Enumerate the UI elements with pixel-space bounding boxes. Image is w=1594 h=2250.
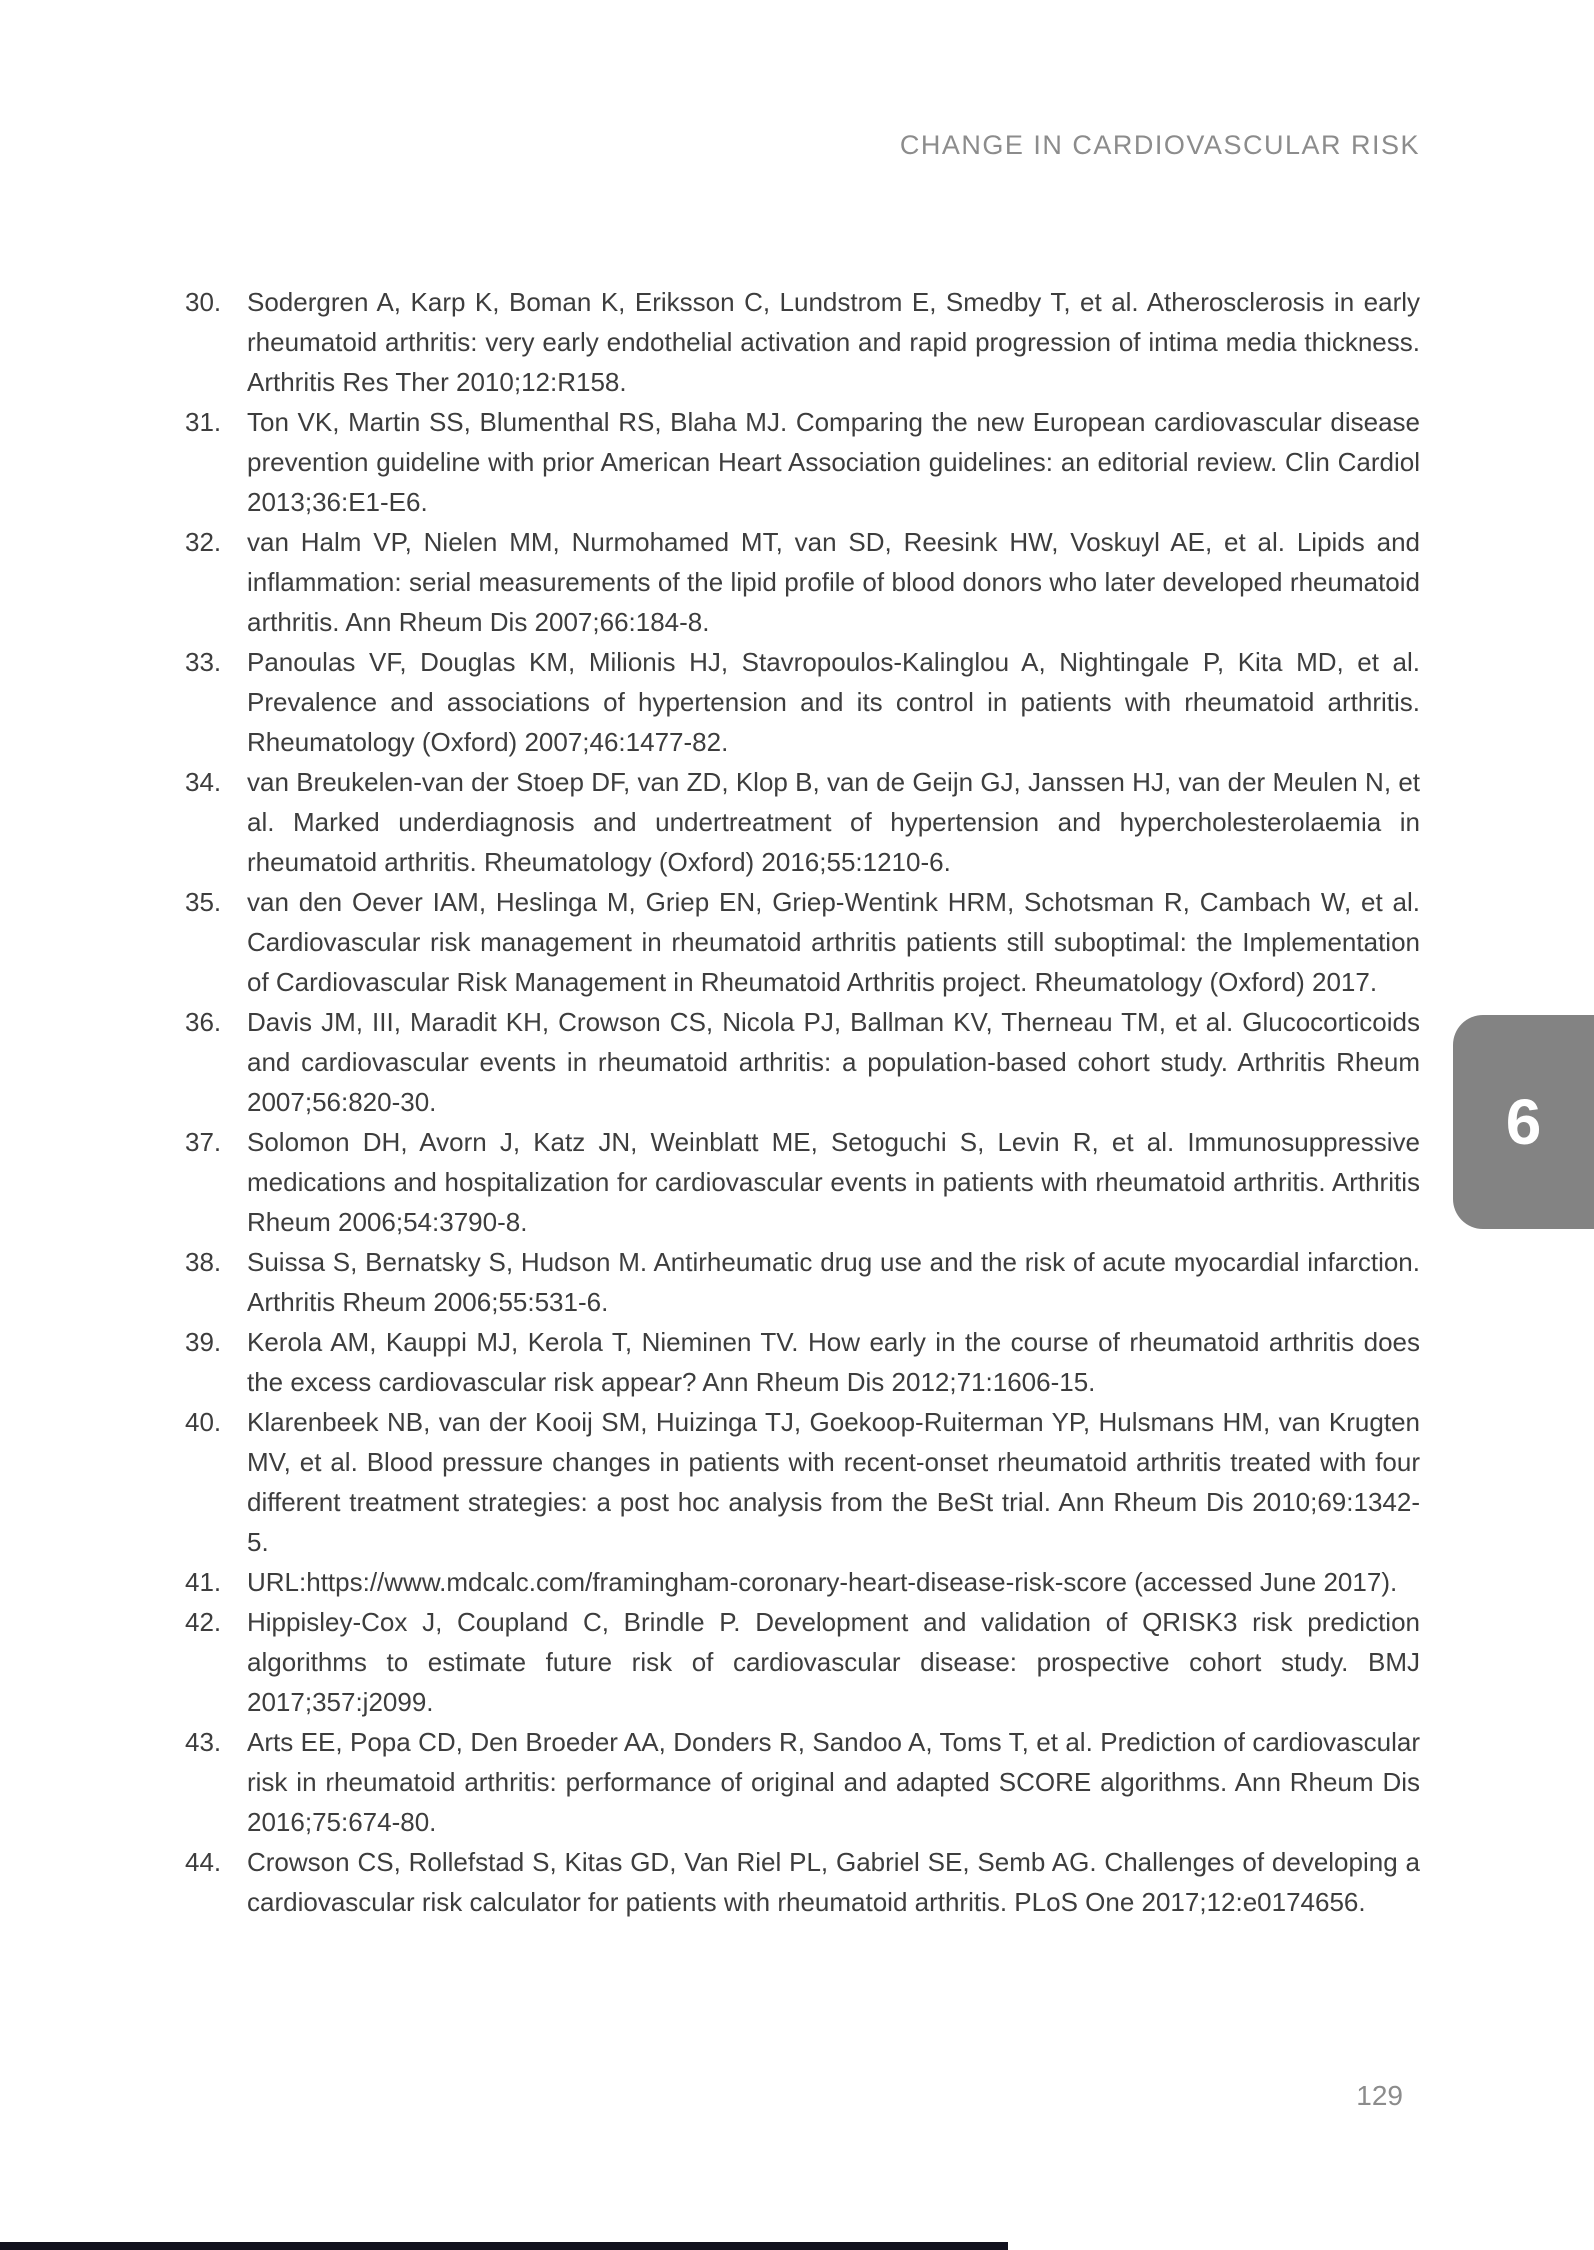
reference-text: Arts EE, Popa CD, Den Broeder AA, Donders R, Sandoo A, Toms T, et al. Prediction of cardiovascular risk in rheumatoid arthritis: performance of original and adapted SCORE algorithms. Ann Rheum Dis 2016;75:674-80. bbox=[247, 1727, 1420, 1837]
reference-number: 41. bbox=[185, 1567, 222, 1597]
reference-number: 33. bbox=[185, 647, 222, 677]
reference-text: van Halm VP, Nielen MM, Nurmohamed MT, van SD, Reesink HW, Voskuyl AE, et al. Lipids and inflammation: serial measurements of the lipid profile of blood donors who later developed rheumatoid arthritis. Ann Rheum Dis 2007;66:184-8. bbox=[247, 527, 1420, 637]
reference-text: Davis JM, III, Maradit KH, Crowson CS, Nicola PJ, Ballman KV, Therneau TM, et al. Glucocorticoids and cardiovascular events in rheumatoid arthritis: a population-based cohort study. Arthritis Rheum 2007;56:820-30. bbox=[247, 1007, 1420, 1117]
reference-item bbox=[185, 1322, 1420, 1402]
reference-number: 36. bbox=[185, 1007, 222, 1037]
reference-item bbox=[185, 882, 1420, 1002]
reference-number: 35. bbox=[185, 887, 222, 917]
reference-item bbox=[185, 762, 1420, 882]
reference-number: 38. bbox=[185, 1247, 222, 1277]
footer-bar bbox=[0, 2242, 1008, 2250]
reference-text: Kerola AM, Kauppi MJ, Kerola T, Nieminen TV. How early in the course of rheumatoid arthritis does the excess cardiovascular risk appear? Ann Rheum Dis 2012;71:1606-15. bbox=[247, 1327, 1420, 1397]
reference-list bbox=[185, 282, 1420, 1922]
reference-text: URL:https://www.mdcalc.com/framingham-coronary-heart-disease-risk-score (accessed June 2017). bbox=[247, 1567, 1398, 1597]
reference-number: 31. bbox=[185, 407, 222, 437]
reference-item bbox=[185, 1402, 1420, 1562]
reference-text: Suissa S, Bernatsky S, Hudson M. Antirheumatic drug use and the risk of acute myocardial infarction. Arthritis Rheum 2006;55:531-6. bbox=[247, 1247, 1420, 1317]
reference-number: 40. bbox=[185, 1407, 222, 1437]
reference-item bbox=[185, 1602, 1420, 1722]
reference-text: Panoulas VF, Douglas KM, Milionis HJ, Stavropoulos-Kalinglou A, Nightingale P, Kita MD, et al. Prevalence and associations of hypertension and its control in patients with rheumatoid arthritis. Rheumatology (Oxford) 2007;46:1477-82. bbox=[247, 647, 1420, 757]
reference-text: Sodergren A, Karp K, Boman K, Eriksson C, Lundstrom E, Smedby T, et al. Atherosclerosis in early rheumatoid arthritis: very early endothelial activation and rapid progression of intima media thickness. Arthritis Res Ther 2010;12:R158. bbox=[247, 287, 1420, 397]
reference-item bbox=[185, 1242, 1420, 1322]
chapter-number: 6 bbox=[1505, 1086, 1542, 1158]
running-header: CHANGE IN CARDIOVASCULAR RISK bbox=[899, 130, 1420, 160]
reference-item bbox=[185, 1002, 1420, 1122]
reference-text: Hippisley-Cox J, Coupland C, Brindle P. Development and validation of QRISK3 risk prediction algorithms to estimate future risk of cardiovascular disease: prospective cohort study. BMJ 2017;357:j2099. bbox=[247, 1607, 1420, 1717]
page-number: 129 bbox=[1356, 2080, 1403, 2111]
reference-text: van Breukelen-van der Stoep DF, van ZD, Klop B, van de Geijn GJ, Janssen HJ, van der Meulen N, et al. Marked underdiagnosis and undertreatment of hypertension and hypercholesterolaemia in rheumatoid arthritis. Rheumatology (Oxford) 2016;55:1210-6. bbox=[247, 767, 1420, 877]
reference-item bbox=[185, 522, 1420, 642]
reference-item bbox=[185, 1722, 1420, 1842]
chapter-tab bbox=[1453, 1015, 1594, 1229]
reference-item bbox=[185, 642, 1420, 762]
reference-number: 39. bbox=[185, 1327, 222, 1357]
reference-text: Crowson CS, Rollefstad S, Kitas GD, Van Riel PL, Gabriel SE, Semb AG. Challenges of developing a cardiovascular risk calculator for patients with rheumatoid arthritis. PLoS One 2017;12:e0174656. bbox=[247, 1847, 1420, 1917]
reference-item bbox=[185, 1842, 1420, 1922]
reference-item bbox=[185, 1122, 1420, 1242]
reference-number: 37. bbox=[185, 1127, 222, 1157]
reference-item bbox=[185, 1562, 1420, 1602]
reference-number: 44. bbox=[185, 1847, 222, 1877]
reference-number: 32. bbox=[185, 527, 222, 557]
reference-number: 30. bbox=[185, 287, 222, 317]
reference-text: van den Oever IAM, Heslinga M, Griep EN, Griep-Wentink HRM, Schotsman R, Cambach W, et al. Cardiovascular risk management in rheumatoid arthritis patients still suboptimal: the Implementation of Cardiovascular Risk Management in Rheumatoid Arthritis project. Rheumatology (Oxford) 2017. bbox=[247, 887, 1420, 997]
reference-text: Klarenbeek NB, van der Kooij SM, Huizinga TJ, Goekoop-Ruiterman YP, Hulsmans HM, van Krugten MV, et al. Blood pressure changes in patients with recent-onset rheumatoid arthritis treated with four different treatment strategies: a post hoc analysis from the BeSt trial. Ann Rheum Dis 2010;69:1342-5. bbox=[247, 1407, 1420, 1557]
reference-number: 34. bbox=[185, 767, 222, 797]
reference-text: Solomon DH, Avorn J, Katz JN, Weinblatt ME, Setoguchi S, Levin R, et al. Immunosuppressive medications and hospitalization for cardiovascular events in patients with rheumatoid arthritis. Arthritis Rheum 2006;54:3790-8. bbox=[247, 1127, 1420, 1237]
reference-item bbox=[185, 282, 1420, 402]
reference-number: 42. bbox=[185, 1607, 222, 1637]
reference-number: 43. bbox=[185, 1727, 222, 1757]
reference-item bbox=[185, 402, 1420, 522]
reference-text: Ton VK, Martin SS, Blumenthal RS, Blaha MJ. Comparing the new European cardiovascular disease prevention guideline with prior American Heart Association guidelines: an editorial review. Clin Cardiol 2013;36:E1-E6. bbox=[247, 407, 1420, 517]
